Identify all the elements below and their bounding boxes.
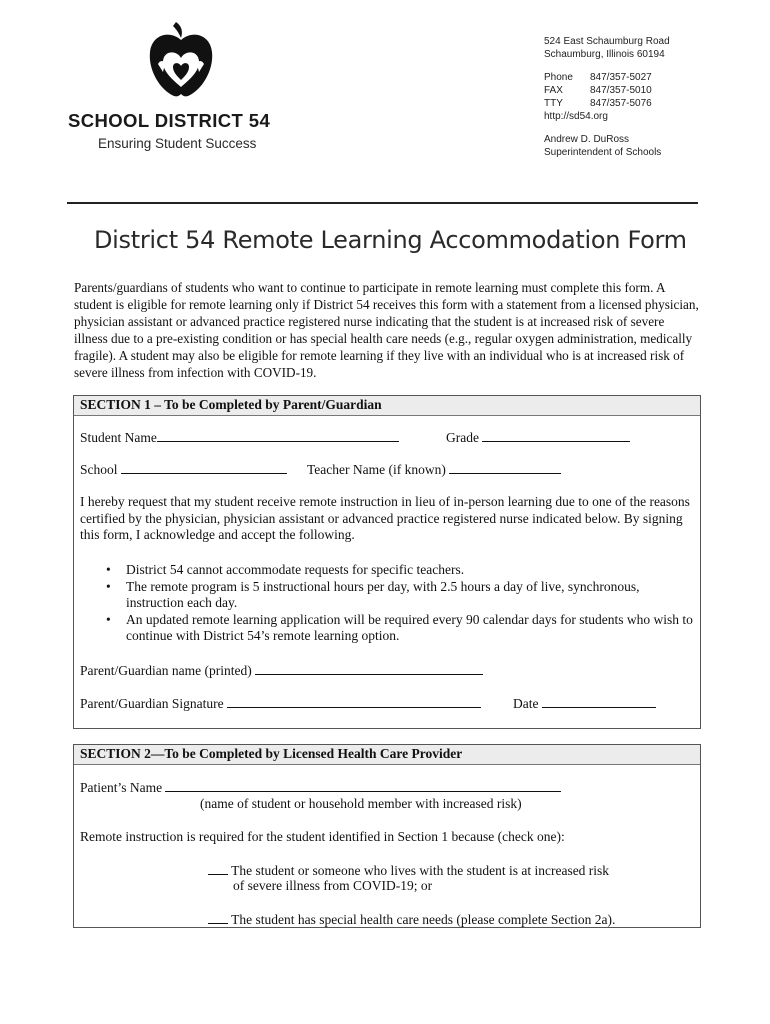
option-1-text-line-1: The student or someone who lives with the student is at increased risk	[231, 863, 610, 878]
list-item: • An updated remote learning application will be required every 90 calendar days for students who wish to continue with District 54’s remote learning option.	[106, 611, 693, 643]
website-link[interactable]: http://sd54.org	[544, 111, 608, 122]
guardian-signature-field[interactable]	[80, 695, 481, 712]
patient-name-line[interactable]	[165, 779, 561, 792]
intro-paragraph: Parents/guardians of students who want to continue to participate in remote learning must complete this form. A student is eligible for remote learning only if District 54 receives this form with a statement from a licensed physician, physician assistant or advanced practice registered nurse indicating that the student is at increased risk of severe illness due to a pre-existing condition or has special health care needs (e.g., regular oxygen administration, medically fragile). A student may also be eligible for remote learning if they live with an individual who is at increased risk of severe illness from infection with COVID-19.	[74, 280, 699, 380]
guardian-name-field[interactable]	[80, 662, 483, 679]
district-tagline: Ensuring Student Success	[98, 136, 257, 151]
district-name: SCHOOL DISTRICT 54	[68, 110, 271, 131]
header-divider	[67, 202, 698, 204]
guardian-signature-label: Parent/Guardian Signature	[80, 696, 224, 711]
list-item: • The remote program is 5 instructional hours per day, with 2.5 hours a day of live, synchronous, instruction each day.	[106, 578, 640, 610]
grade-line[interactable]	[482, 429, 630, 442]
fax-label: FAX	[544, 85, 563, 96]
guardian-name-line[interactable]	[255, 662, 483, 675]
grade-field[interactable]	[446, 429, 630, 446]
section-1-parent-guardian	[73, 395, 701, 729]
teacher-name-field[interactable]	[307, 461, 561, 478]
student-name-field[interactable]	[80, 429, 399, 446]
option-2-text: The student has special health care needs (please complete Section 2a).	[231, 912, 616, 927]
apple-hands-logo	[146, 20, 216, 98]
request-statement: I hereby request that my student receive remote instruction in lieu of in-person learning due to one of the reasons certified by the physician, physician assistant or advanced practice registered nurse indicated below. By signing this form, I acknowledge and accept the following.	[80, 494, 690, 542]
bullet-icon: •	[106, 562, 111, 577]
teacher-name-line[interactable]	[449, 461, 561, 474]
checkbox-line[interactable]	[208, 911, 228, 924]
section-2-health-care-provider	[73, 744, 701, 928]
fax-number: 847/357-5010	[590, 85, 652, 96]
acknowledgement-list	[80, 562, 694, 645]
address-line-1: 524 East Schaumburg Road	[544, 36, 670, 47]
bullet-icon: •	[106, 611, 111, 627]
student-name-label: Student Name	[80, 430, 157, 445]
district-contact-block	[544, 35, 670, 159]
section-2-title: SECTION 2—To be Completed by Licensed Health Care Provider	[74, 745, 700, 765]
bullet-icon: •	[106, 578, 111, 594]
patient-name-field[interactable]	[80, 779, 561, 796]
school-label: School	[80, 462, 118, 477]
list-item: • District 54 cannot accommodate requests for specific teachers.	[106, 562, 465, 577]
teacher-name-label: Teacher Name (if known)	[307, 462, 446, 477]
address-line-2: Schaumburg, Illinois 60194	[544, 49, 665, 60]
date-line[interactable]	[542, 695, 656, 708]
school-field[interactable]	[80, 461, 287, 478]
section-1-title: SECTION 1 – To be Completed by Parent/Guardian	[74, 396, 700, 416]
phone-label: Phone	[544, 72, 573, 83]
checkbox-line[interactable]	[208, 862, 228, 875]
phone-number: 847/357-5027	[590, 72, 652, 83]
patient-name-label: Patient’s Name	[80, 780, 163, 795]
requirement-statement: Remote instruction is required for the student identified in Section 1 because (check one):	[80, 829, 565, 844]
tty-label: TTY	[544, 98, 563, 109]
guardian-signature-line[interactable]	[227, 695, 481, 708]
superintendent-name: Andrew D. DuRoss	[544, 134, 630, 145]
option-special-needs[interactable]	[208, 911, 615, 928]
option-increased-risk[interactable]	[208, 862, 609, 879]
student-name-line[interactable]	[157, 429, 399, 442]
option-1-text-line-2: of severe illness from COVID-19; or	[233, 878, 433, 893]
school-line[interactable]	[121, 461, 287, 474]
form-title: District 54 Remote Learning Accommodation Form	[94, 226, 687, 254]
signature-date-field[interactable]	[513, 695, 656, 712]
tty-number: 847/357-5076	[590, 98, 652, 109]
date-label: Date	[513, 696, 539, 711]
superintendent-title: Superintendent of Schools	[544, 147, 662, 158]
patient-name-hint: (name of student or household member with increased risk)	[200, 796, 522, 811]
guardian-name-label: Parent/Guardian name (printed)	[80, 663, 252, 678]
grade-label: Grade	[446, 430, 479, 445]
